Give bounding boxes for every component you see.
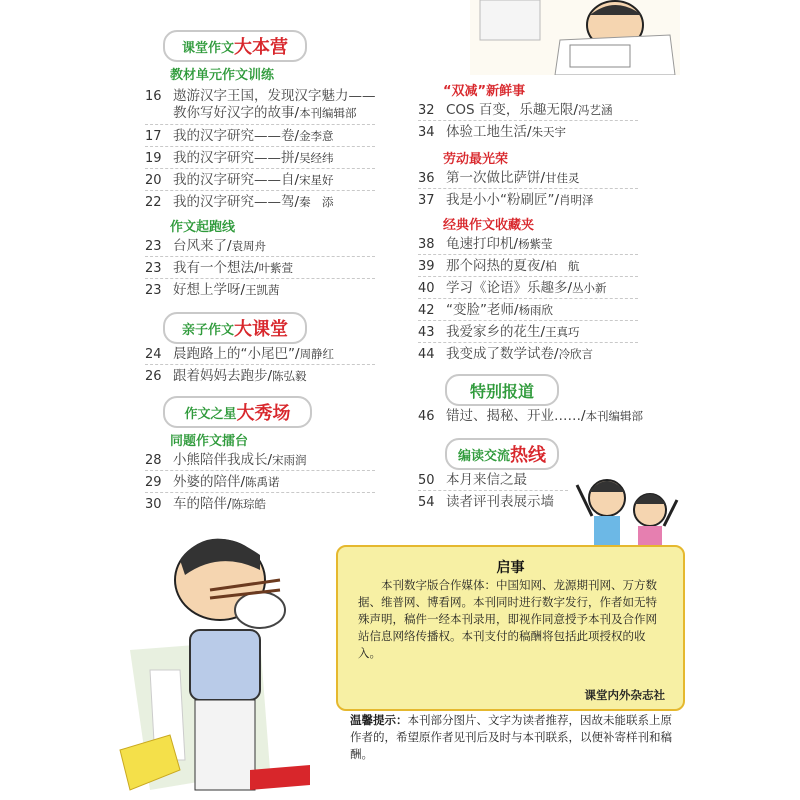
notice-body: 本刊数字版合作媒体：中国知网、龙源期刊网、万方数据、维普网、博看网。本刊同时进行数字发行，作者如无特殊声明，稿件一经本刊录用，即视作同意授予本刊及合作网站信息网络传播权。本刊支付的稿酬将包括此项授权的收入。: [358, 578, 657, 660]
banner-zuowen-zhixing: 作文之星 大秀场: [163, 396, 312, 428]
boy-writing-illustration: [470, 0, 680, 75]
toc-item[interactable]: 20 我的汉字研究——自 / 宋星好: [145, 172, 334, 188]
toc-item[interactable]: 34 体验工地生活 / 朱天宇: [418, 124, 567, 140]
section-title-jingdian: 经典作文收藏夹: [443, 218, 535, 233]
section-title-laodong: 劳动最光荣: [443, 152, 509, 167]
toc-item[interactable]: 44 我变成了数学试卷 / 冷欣言: [418, 346, 594, 362]
toc-item[interactable]: 37 我是小小“粉刷匠” / 肖明泽: [418, 192, 594, 208]
boy-eating-illustration: [110, 520, 350, 800]
toc-item[interactable]: 43 我爱家乡的花生 / 王真巧: [418, 324, 580, 340]
notice-sign: 课堂内外杂志社: [584, 688, 665, 702]
toc-item[interactable]: 36 第一次做比萨饼 / 甘佳灵: [418, 170, 580, 186]
toc-item[interactable]: 32 COS 百变，乐趣无限 / 冯艺涵: [418, 102, 613, 118]
toc-item-16[interactable]: 16 遨游汉字王国，发现汉字魅力——: [145, 88, 376, 104]
toc-item[interactable]: 19 我的汉字研究——拼 / 吴经纬: [145, 150, 334, 166]
section-title-tongti: 同题作文擂台: [170, 434, 249, 449]
warm-tip: [350, 712, 675, 763]
banner-keting-zuowen: 课堂作文 大本营: [163, 30, 307, 62]
toc-item[interactable]: 24 晨跑路上的“小尾巴” / 周静红: [145, 346, 335, 362]
section-title-shuangjian: “双减”新鲜事: [443, 84, 526, 99]
notice-title: 启事: [496, 560, 525, 576]
kids-cheering-illustration: [572, 470, 682, 550]
toc-item[interactable]: 50 本月来信之最: [418, 472, 527, 488]
banner-biandu-jiaoliu: 编读交流 热线: [445, 438, 559, 470]
warm-tip-text: 本刊部分图片、文字为读者推荐，因故未能联系上原作者的，希望原作者见刊后及时与本刊联系，以便补寄样刊和稿酬。: [350, 713, 672, 761]
toc-item[interactable]: 22 我的汉字研究——驾 / 秦 添: [145, 194, 334, 210]
toc-item[interactable]: 54 读者评刊表展示墙: [418, 494, 554, 510]
toc-item-16-line2: 教你写好汉字的故事 / 本刊编辑部: [173, 105, 357, 121]
toc-item[interactable]: 26 跟着妈妈去跑步 / 陈弘毅: [145, 368, 307, 384]
toc-item[interactable]: 38 龟速打印机 / 杨紫莹: [418, 236, 553, 252]
toc-item[interactable]: 23 我有一个想法 / 叶紫萱: [145, 260, 294, 276]
toc-item[interactable]: 23 好想上学呀 / 王凯茜: [145, 282, 280, 298]
toc-item[interactable]: 30 车的陪伴 / 陈琮皓: [145, 496, 267, 512]
toc-item[interactable]: 40 学习《论语》乐趣多 / 丛小新: [418, 280, 607, 296]
toc-item[interactable]: 42 “变脸”老师 / 杨雨欣: [418, 302, 554, 318]
warm-tip-label: 温馨提示：: [350, 713, 408, 727]
toc-item[interactable]: 17 我的汉字研究——卷 / 金李意: [145, 128, 334, 144]
section-title-qipao: 作文起跑线: [170, 220, 236, 235]
toc-item[interactable]: 28 小熊陪伴我成长 / 宋雨润: [145, 452, 307, 468]
notice-box: [336, 545, 685, 711]
banner-tebie-baodao: 特别报道: [445, 374, 559, 406]
section-title-jiaocai: 教材单元作文训练: [170, 68, 275, 83]
toc-item[interactable]: 39 那个闷热的夏夜 / 柏 航: [418, 258, 580, 274]
toc-item-46[interactable]: 46 错过、揭秘、开业…… / 本刊编辑部: [418, 408, 644, 424]
toc-item[interactable]: 23 台风来了 / 袁周舟: [145, 238, 267, 254]
toc-item[interactable]: 29 外婆的陪伴 / 陈禹诺: [145, 474, 280, 490]
banner-qinzi-zuowen: 亲子作文 大课堂: [163, 312, 307, 344]
